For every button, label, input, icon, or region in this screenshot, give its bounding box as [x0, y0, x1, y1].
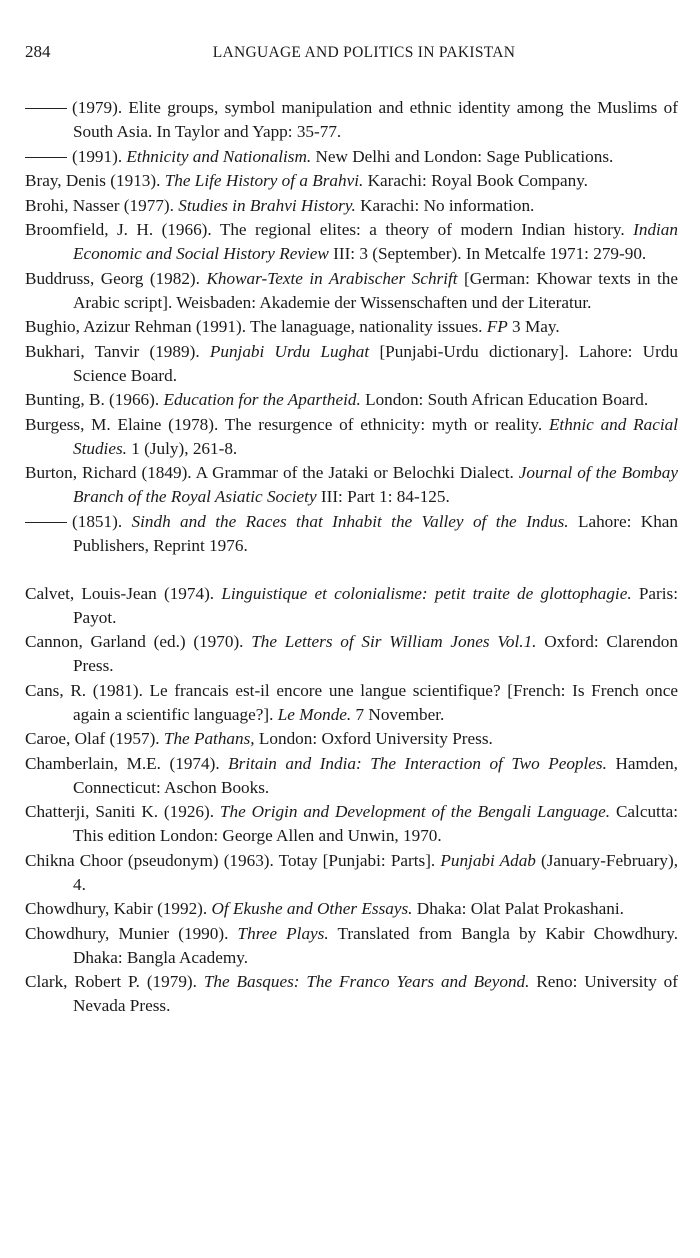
reference-details: (January-February), 4. [73, 850, 678, 894]
reference-title: Khowar-Texte in Arabischer Schrift [206, 268, 458, 288]
reference-entry [25, 752, 678, 800]
reference-entry [25, 630, 678, 678]
reference-entry [25, 922, 678, 970]
reference-entry [25, 461, 678, 509]
reference-details: [Punjabi-Urdu dictionary]. Lahore: Urdu Science Board. [73, 341, 678, 385]
reference-title: Sindh and the Races that Inhabit the Valley of the Indus. [131, 511, 569, 531]
reference-text: (1979). Elite groups, symbol manipulation and ethnic identity among the Muslims of South Asia. In Taylor and Yapp: 35-77. [72, 98, 678, 141]
reference-text: Bray, Denis (1913). [25, 171, 165, 190]
repeat-author-dash [25, 108, 67, 109]
reference-details: Dhaka: Olat Palat Prokashani. [412, 899, 624, 918]
reference-details: Translated from Bangla by Kabir Chowdhury. Dhaka: Bangla Academy. [73, 923, 678, 967]
reference-text: Brohi, Nasser (1977). [25, 195, 179, 215]
reference-entry [25, 849, 678, 897]
reference-entry [25, 727, 678, 751]
reference-text: Cannon, Garland (ed.) (1970). [25, 632, 252, 651]
reference-text: Bughio, Azizur Rehman (1991). The lanaguage, nationality issues. [25, 317, 487, 336]
reference-title: Indian Economic and Social History Review [73, 220, 678, 263]
reference-details: London: South African Education Board. [360, 390, 649, 409]
reference-text: Burton, Richard (1849). A Grammar of the Jataki or Belochki Dialect. [25, 463, 519, 482]
reference-details: Reno: University of Nevada Press. [73, 972, 678, 1015]
reference-text: Chowdhury, Munier (1990). [25, 923, 238, 943]
reference-text: (1991). [72, 146, 127, 166]
reference-title: The Basques: The Franco Years and Beyond. [203, 972, 530, 991]
reference-entry [25, 413, 678, 461]
reference-title: FP [486, 317, 508, 336]
reference-title: Punjabi Adab [440, 850, 536, 870]
reference-entry [25, 388, 678, 412]
reference-title: The Pathans, [163, 729, 255, 748]
running-head: LANGUAGE AND POLITICS IN PAKISTAN [212, 44, 516, 61]
reference-text: Chowdhury, Kabir (1992). [25, 899, 212, 918]
reference-text: Clark, Robert P. (1979). [25, 972, 204, 991]
reference-details: Karachi: Royal Book Company. [363, 171, 588, 190]
reference-text: Calvet, Louis-Jean (1974). [25, 583, 222, 603]
reference-entry [25, 582, 678, 630]
reference-details: Lahore: Khan Publishers, Reprint 1976. [73, 511, 679, 555]
reference-entry [25, 169, 678, 193]
reference-text: Cans, R. (1981). Le francais est-il encore une langue scientifique? [French: Is French once again a scientific language?]. [25, 680, 678, 724]
reference-text: Caroe, Olaf (1957). [25, 729, 164, 748]
reference-title: The Origin and Development of the Bengali Language. [219, 802, 611, 821]
reference-text: Chamberlain, M.E. (1974). [25, 753, 229, 773]
repeat-author-dash [25, 157, 67, 158]
reference-text: Chatterji, Saniti K. (1926). [25, 802, 220, 821]
reference-details: Hamden, Connecticut: Aschon Books. [73, 753, 678, 797]
reference-entry [25, 340, 678, 388]
reference-title: Ethnic and Racial Studies. [73, 414, 678, 458]
reference-entry [25, 315, 678, 339]
reference-entry [25, 145, 678, 169]
reference-text: Bukhari, Tanvir (1989). [25, 341, 210, 361]
reference-details: 7 November. [351, 704, 445, 724]
reference-text: Broomfield, J. H. (1966). The regional elites: a theory of modern Indian history. [25, 220, 634, 239]
reference-text: Bunting, B. (1966). [25, 390, 164, 409]
reference-entry [25, 897, 678, 921]
reference-details: Calcutta: This edition London: George Allen and Unwin, 1970. [73, 802, 679, 845]
reference-title: Linguistique et colonialisme: petit traite de glottophagie. [221, 583, 632, 603]
reference-title: The Letters of Sir William Jones Vol.1. [251, 632, 537, 651]
page-number: 284 [25, 42, 51, 61]
reference-entry [25, 970, 678, 1018]
reference-details: Paris: Payot. [73, 583, 678, 627]
reference-text: Burgess, M. Elaine (1978). The resurgence of ethnicity: myth or reality. [25, 414, 549, 434]
reference-title: Studies in Brahvi History. [178, 195, 356, 215]
reference-title: Journal of the Bombay Branch of the Royal Asiatic Society [73, 463, 678, 506]
reference-details: III: Part 1: 84-125. [316, 487, 450, 506]
reference-title: The Life History of a Brahvi. [164, 171, 364, 190]
reference-title: Britain and India: The Interaction of Two Peoples. [228, 753, 607, 773]
repeat-author-dash [25, 522, 67, 523]
reference-title: Ethnicity and Nationalism. [126, 146, 312, 166]
reference-details: 1 (July), 261-8. [126, 438, 238, 458]
reference-details: New Delhi and London: Sage Publications. [311, 146, 614, 166]
reference-text: Chikna Choor (pseudonym) (1963). Totay [Punjabi: Parts]. [25, 850, 441, 870]
reference-title: Three Plays. [237, 923, 329, 943]
reference-details: 3 May. [507, 317, 560, 336]
reference-entry [25, 679, 678, 727]
reference-entry [25, 96, 678, 144]
reference-details: [German: Khowar texts in the Arabic script]. Weisbaden: Akademie der Wissenschaften und der Literatur. [73, 268, 678, 312]
reference-details: London: Oxford University Press. [254, 729, 493, 748]
reference-entry [25, 218, 678, 266]
reference-details: III: 3 (September). In Metcalfe 1971: 279-90. [328, 244, 647, 263]
reference-title: Punjabi Urdu Lughat [209, 341, 370, 361]
reference-title: Education for the Apartheid. [163, 390, 361, 409]
page-header [25, 42, 678, 72]
reference-text: (1851). [72, 511, 132, 531]
reference-entry [25, 800, 678, 848]
reference-entry [25, 194, 678, 218]
reference-entry [25, 510, 678, 558]
reference-entry [25, 267, 678, 315]
reference-title: Le Monde. [277, 704, 352, 724]
bibliography-list [25, 96, 678, 1018]
reference-details: Karachi: No information. [355, 195, 535, 215]
reference-title: Of Ekushe and Other Essays. [211, 899, 413, 918]
reference-details: Oxford: Clarendon Press. [73, 632, 678, 675]
reference-text: Buddruss, Georg (1982). [25, 268, 207, 288]
